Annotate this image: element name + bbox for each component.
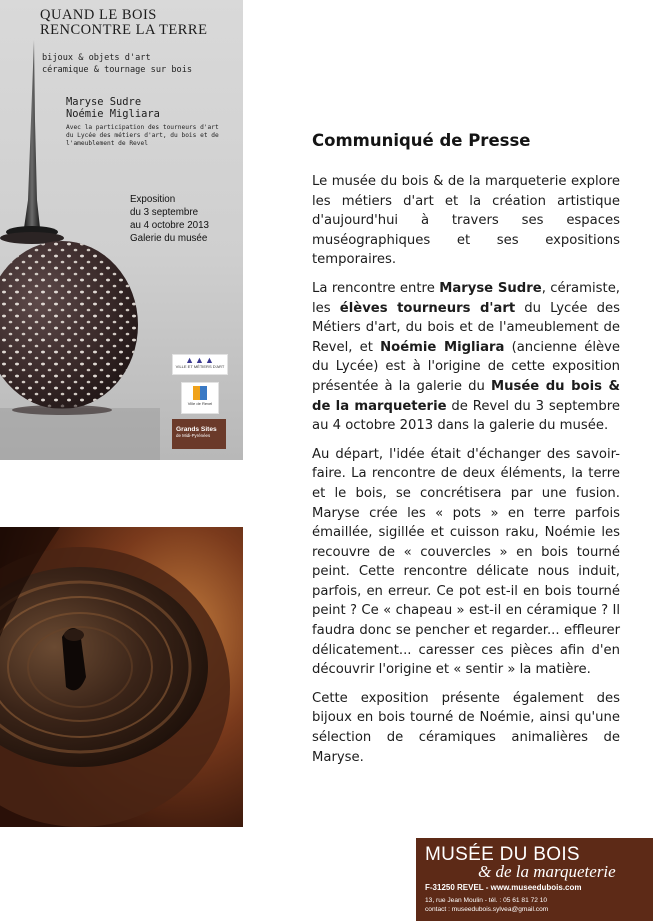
poster-expo-line: Galerie du musée: [130, 233, 208, 244]
press-highlight: Noémie Migliara: [380, 339, 505, 355]
press-highlight: élèves tourneurs d'art: [339, 300, 516, 316]
museum-subtitle: & de la marqueterie: [478, 862, 616, 881]
poster-artist-name: Maryse Sudre: [66, 96, 142, 108]
press-paragraph: Le musée du bois & de la marqueterie explore les métiers d'art et la création artistique d'aujourd'hui à travers ses espaces muséographiques et ses expositions temporaires.: [312, 174, 620, 268]
poster-participation: [66, 124, 243, 148]
revel-logo-icon: [193, 386, 207, 400]
poster-artists: [66, 96, 236, 120]
museum-name: MUSÉE DU BOIS: [425, 844, 580, 865]
press-release-title: Communiqué de Presse: [312, 131, 531, 150]
exhibition-poster: [0, 0, 243, 460]
poster-subtitle: [42, 52, 242, 76]
poster-participation-line: l'ameublement de Revel: [66, 140, 148, 147]
museum-street-phone: 13, rue Jean Moulin - tél. : 05 61 81 72 10: [425, 897, 548, 904]
press-paragraph: Au départ, l'idée était d'échanger des savoir-faire. La rencontre de deux éléments, la terre et le bois, se concrétisera par une fusion. Maryse crée les « pots » en terre parfois émaillée, sigillée et cuisson raku, Noémie les recouvre de « couvercles » en bois tourné peint. Cette rencontre délicate nous induit, parfois, en erreur. Ce pot est-il en bois tourné peint ? Ce « chapeau » est-il en céramique ? Il faudra donc se pencher et regarder... effleurer délicatement... caresser ces pièces afin d'en découvrir l'origine et « sentir » la matière.: [312, 446, 620, 678]
press-text: du Lycée des Métiers d'art, du bois et de l'ameublement de Revel, et: [312, 300, 621, 355]
museum-badge: [416, 838, 653, 921]
press-paragraph: Cette exposition présente également des bijoux en bois tourné de Noémie, ainsi qu'une sélection de céramiques animalières de Maryse.: [312, 690, 620, 765]
poster-participation-line: Avec la participation des tourneurs d'art: [66, 124, 219, 131]
press-highlight: Maryse Sudre: [439, 280, 542, 296]
poster-participation-line: du Lycée des métiers d'art, du bois et de: [66, 132, 219, 139]
press-text: de Revel du 3 septembre au 4 octobre 2013 dans la galerie du musée.: [312, 398, 620, 434]
wooden-lid-photo: [0, 527, 243, 827]
press-text: , céramiste, les: [312, 280, 620, 316]
press-text: (ancienne élève du Lycée) est à l'origine de cette exposition présentée à la galerie du: [312, 339, 621, 394]
turned-wood-lid-image: [0, 527, 243, 827]
museum-contact: contact : museedubois.sylvea@gmail.com: [425, 906, 549, 913]
poster-subtitle-line: bijoux & objets d'art: [42, 53, 151, 63]
museum-address: F-31250 REVEL - www.museedubois.com: [425, 883, 582, 892]
press-release-body: [312, 172, 620, 776]
press-paragraph: [312, 279, 620, 436]
logo-mark-icon: ▲▲▲: [185, 355, 215, 365]
ville-de-revel-logo: [181, 382, 219, 414]
poster-subtitle-line: céramique & tournage sur bois: [42, 65, 193, 75]
press-text: La rencontre entre: [312, 280, 440, 296]
poster-expo-line: Exposition: [130, 194, 176, 205]
poster-expo-line: au 4 octobre 2013: [130, 220, 209, 231]
poster-title: [40, 8, 240, 38]
grands-sites-logo: [172, 419, 226, 449]
press-highlight: Musée du bois & de la marqueterie: [312, 378, 620, 414]
logo-text: Grands Sites: [176, 426, 217, 433]
logo-text: Ville de Revel: [187, 401, 213, 406]
poster-artist-name: Noémie Migliara: [66, 108, 160, 120]
poster-title-line: QUAND LE BOIS: [40, 7, 157, 23]
logo-text: de Midi-Pyrénées: [176, 433, 211, 438]
poster-title-line: RENCONTRE LA TERRE: [40, 22, 208, 38]
poster-expo-line: du 3 septembre: [130, 207, 199, 218]
poster-exhibition-dates: [130, 193, 240, 245]
ville-metiers-art-logo: [172, 354, 228, 375]
logo-text: VILLE ET MÉTIERS D'ART: [175, 364, 225, 369]
